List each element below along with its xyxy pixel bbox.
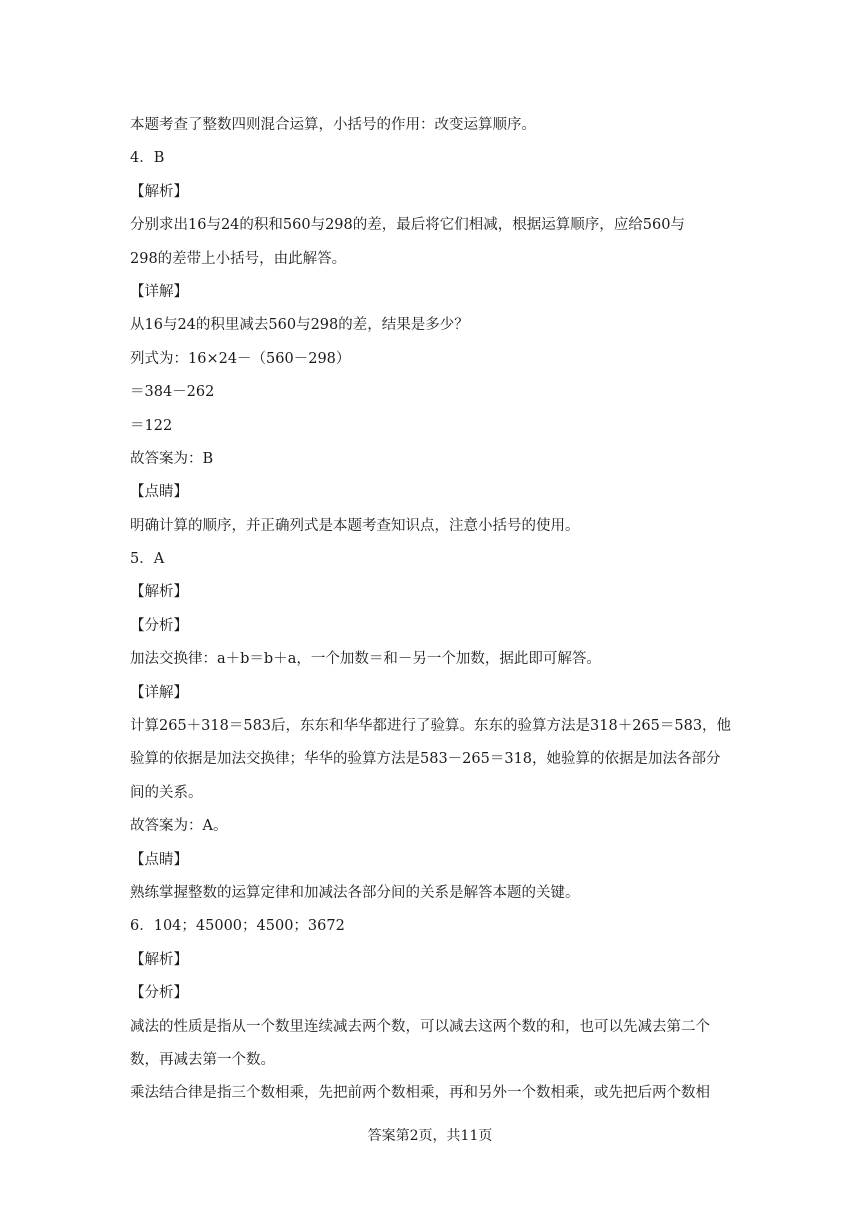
- text-line: 本题考查了整数四则混合运算，小括号的作用：改变运算顺序。: [130, 117, 536, 133]
- text-line: 间的关系。: [130, 784, 203, 801]
- text-line: 298的差带上小括号，由此解答。: [130, 250, 347, 267]
- section-heading-detail: 【详解】: [130, 684, 188, 701]
- text-line: 加法交换律：a＋b＝b＋a，一个加数＝和－另一个加数，据此即可解答。: [130, 651, 601, 668]
- section-heading-breakdown: 【分析】: [130, 985, 188, 1002]
- text-line: 减法的性质是指从一个数里连续减去两个数，可以减去这两个数的和，也可以先减去第二个: [130, 1018, 710, 1035]
- answer-content: [130, 109, 732, 1111]
- text-line: ＝122: [130, 417, 173, 434]
- text-line: 计算265＋318＝583后，东东和华华都进行了验算。东东的验算方法是318＋265＝583，他: [130, 718, 732, 735]
- text-line: 验算的依据是加法交换律；华华的验算方法是583－265＝318，她验算的依据是加法各部分: [130, 751, 721, 768]
- section-heading-breakdown: 【分析】: [130, 617, 188, 634]
- text-line: 乘法结合律是指三个数相乘，先把前两个数相乘，再和另外一个数相乘，或先把后两个数相: [130, 1085, 710, 1102]
- section-heading-comment: 【点睛】: [130, 484, 188, 501]
- question-answer-6: 6．104；45000；4500；3672: [130, 918, 345, 935]
- section-heading-comment: 【点睛】: [130, 851, 188, 868]
- text-line: 从16与24的积里减去560与298的差，结果是多少？: [130, 317, 469, 334]
- text-line: 故答案为：A。: [130, 818, 228, 835]
- text-line: 分别求出16与24的积和560与298的差，最后将它们相减，根据运算顺序，应给560与: [130, 217, 685, 234]
- text-line: 列式为：16×24－（560－298）: [130, 350, 351, 367]
- section-heading-analysis: 【解析】: [130, 584, 188, 601]
- text-line: 熟练掌握整数的运算定律和加减法各部分间的关系是解答本题的关键。: [130, 884, 580, 901]
- text-line: ＝384－262: [130, 384, 215, 401]
- page-footer: 答案第2页，共11页: [367, 1128, 493, 1144]
- text-line: 明确计算的顺序，并正确列式是本题考查知识点，注意小括号的使用。: [130, 517, 580, 534]
- section-heading-analysis: 【解析】: [130, 951, 188, 968]
- question-answer-5: 5．A: [130, 551, 165, 568]
- section-heading-detail: 【详解】: [130, 283, 188, 300]
- text-line: 故答案为：B: [130, 450, 214, 467]
- section-heading-analysis: 【解析】: [130, 183, 188, 200]
- question-answer-4: 4．B: [130, 150, 165, 167]
- text-line: 数，再减去第一个数。: [130, 1051, 275, 1068]
